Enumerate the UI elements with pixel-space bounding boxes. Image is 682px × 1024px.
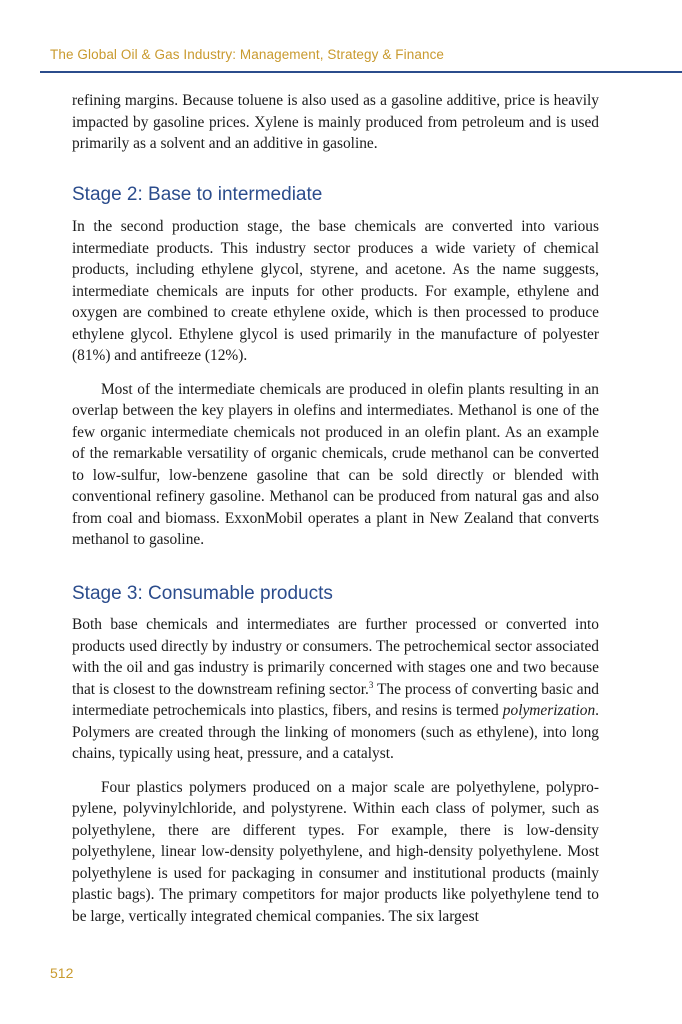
stage3-paragraph-1-text-b: The process of converting basic and intermediate petrochemicals into plastics, fibers, and resins is termed [72, 680, 600, 719]
stage3-paragraph-1-text-a: Both base chemicals and intermediates are further processed or converted into products used directly by industry or consumers. The petrochemical sector associated with the oil and gas industry is primarily concerned with stages one and two because that is closest to the downstream refining sector. [72, 616, 599, 698]
stage3-section [72, 614, 599, 927]
running-head-title: The Global Oil & Gas Industry: Management, Strategy & Finance [50, 47, 445, 62]
stage3-paragraph-1 [72, 614, 599, 765]
page-number: 512 [50, 965, 74, 981]
paragraph-text: refining margins. Because toluene is also used as a gasoline additive, price is heavily impacted by gasoline prices. Xylene is mainly produced from petroleum and is used primarily as a solvent and an additive in gasoline. [72, 92, 599, 152]
stage2-section [72, 216, 599, 551]
footnote-ref: 3 [368, 679, 374, 690]
stage3-heading: Stage 3: Consumable products [72, 583, 333, 604]
stage2-heading: Stage 2: Base to intermediate [72, 184, 323, 205]
stage3-paragraph-1-text-c: . Polymers are created through the linking of monomers (such as ethylene), into long chains, typically using heat, pressure, and a catalyst. [72, 702, 599, 762]
stage3-paragraph-2: Four plastics polymers produced on a major scale are polyethylene, polypropylene, polyvinylchloride, and polystyrene. Within each class of polymer, such as polyethylene, there are different types. For example, there is low-density polyethylene, linear low-density polyethylene, and high-density polyethylene. Most polyethylene is used for packaging in consumer and institutional products (mainly plastic bags). The primary competitors for major products like polyethylene tend to be large, vertically integrated chemical companies. The six largest [72, 778, 599, 925]
italic-term: polymerization [502, 702, 596, 719]
header-rule [40, 71, 682, 73]
stage2-paragraph-2: Most of the intermediate chemicals are produced in olefin plants resulting in an overlap between the key players in olefins and intermediates. Methanol is one of the few organic intermediate chemicals not produced in an olefin plant. As an example of the remarkable versatility of organic chemicals, crude methanol can be converted to low-sulfur, low-benzene gasoline that can be sold directly or blended with conventional refinery gasoline. Methanol can be produced from natural gas and also from coal and biomass. ExxonMobil operates a plant in New Zealand that converts methanol to gasoline. [72, 380, 599, 548]
stage2-paragraph-1: In the second production stage, the base chemicals are converted into various intermediate products. This industry sector produces a wide variety of chemical products, including ethylene glycol, styrene, and acetone. As the name suggests, intermediate chemicals are inputs for other products. For example, ethylene and oxygen are combined to create ethylene oxide, which is then processed to produce ethylene glycol. Ethylene glycol is used primarily in the manufacture of polyester (81%) and antifreeze (12%). [72, 218, 599, 364]
continued-paragraph [72, 90, 599, 155]
